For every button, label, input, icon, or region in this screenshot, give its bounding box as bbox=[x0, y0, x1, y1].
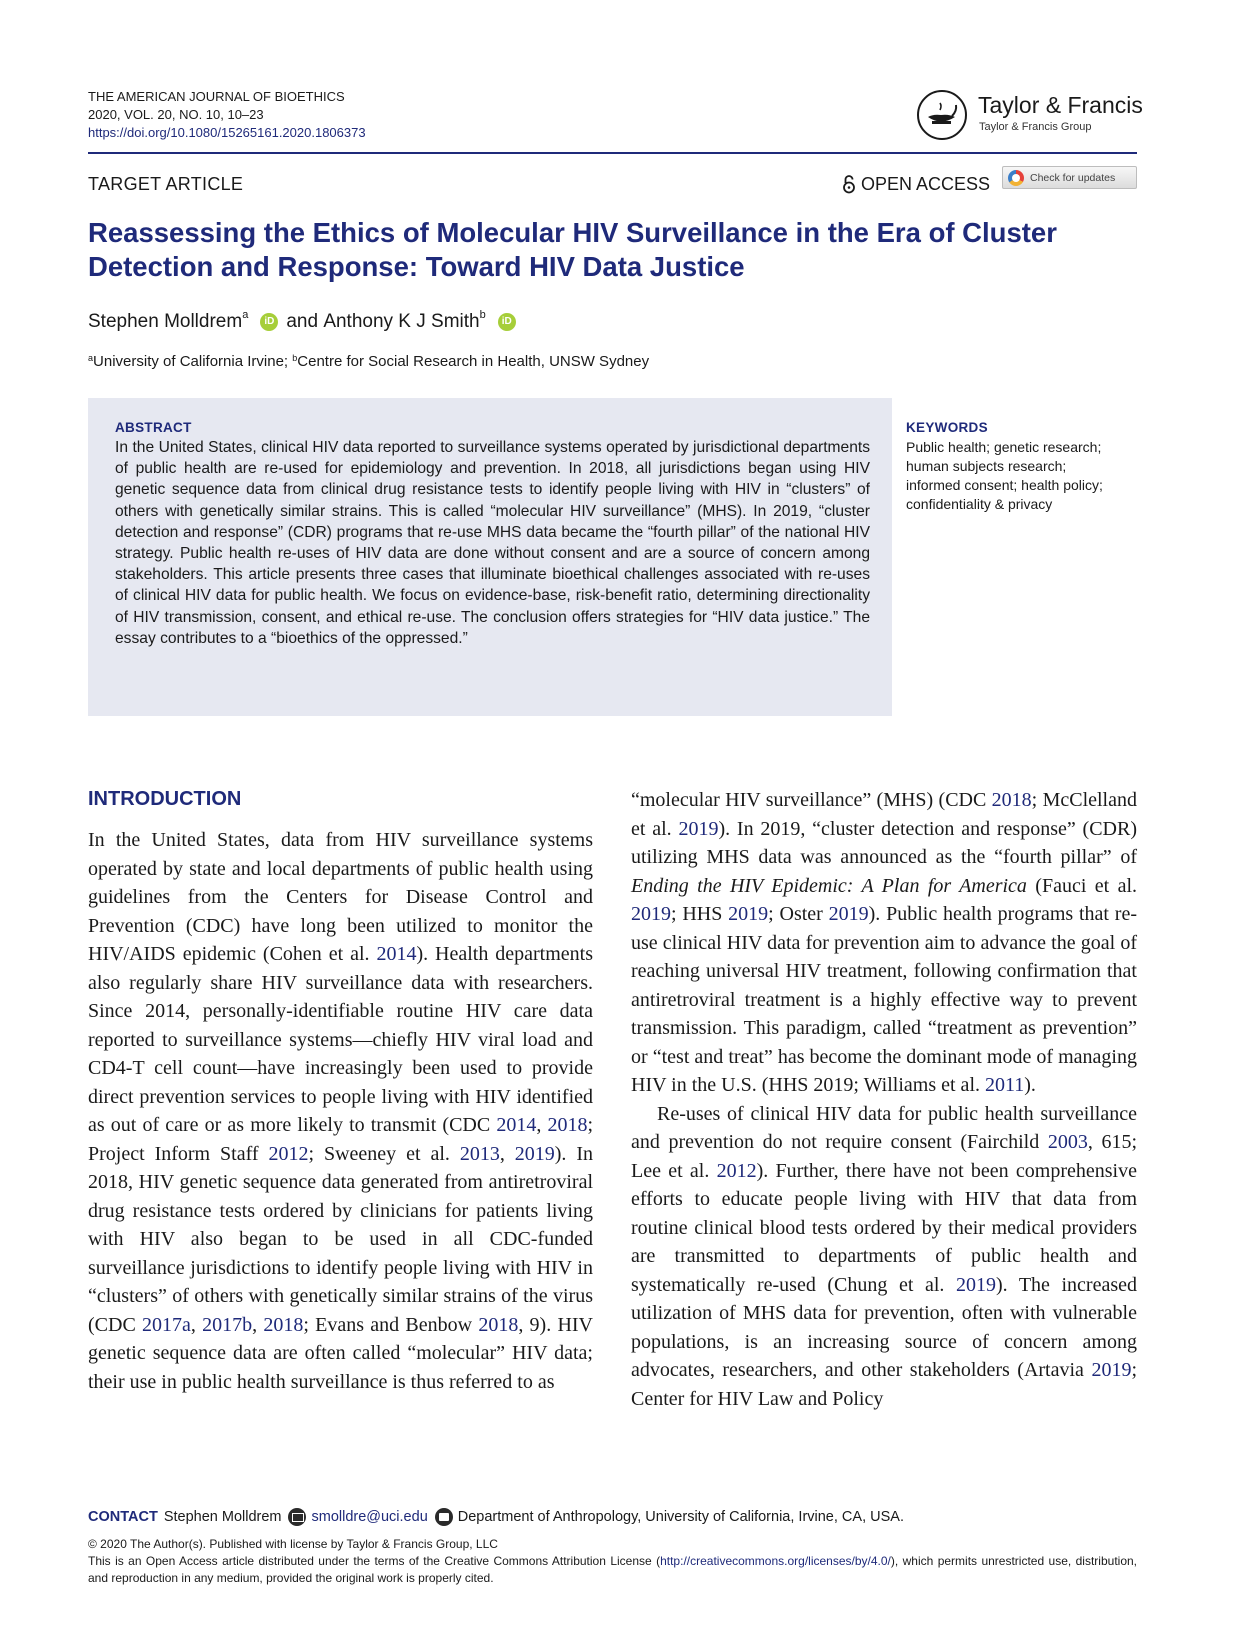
italic-title: Ending the HIV Epidemic: A Plan for America bbox=[631, 874, 1027, 897]
crossmark-icon bbox=[1008, 170, 1024, 186]
body-text: , 9). HIV genetic sequence data are often called “molecular” HIV data; their use in public health surveillance is thus referred to as bbox=[88, 1313, 593, 1393]
citation-link[interactable]: 2017a bbox=[142, 1313, 191, 1336]
abstract-text: In the United States, clinical HIV data reported to surveillance systems operated by jurisdictional departments of public health are re-used for epidemiology and prevention. In 2018, all jurisdictions began using HIV genetic sequence data from clinical drug resistance tests to identify people living with HIV in “clusters” of others with genetically similar strains. This is called “molecular HIV surveillance” (MHS). In 2019, “cluster detection and response” (CDR) programs that re-use MHS data became the “fourth pillar” of the national HIV strategy. Public health re-uses of HIV data are done without consent and are a source of concern among stakeholders. This article presents three cases that illuminate bioethical challenges associated with re-uses of clinical HIV data for public health. We focus on evidence-base, risk-benefit ratio, determining directionality of HIV transmission, consent, and ethical re-use. The conclusion offers strategies for “HIV data justice.” The essay contributes to a “bioethics of the oppressed.” bbox=[115, 439, 870, 647]
orcid-icon[interactable]: iD bbox=[498, 313, 516, 331]
address-icon bbox=[435, 1508, 453, 1526]
body-text: , 615; Lee et al. bbox=[631, 1131, 1137, 1182]
body-column-right bbox=[631, 786, 1137, 1413]
citation-link[interactable]: 2011 bbox=[985, 1074, 1025, 1096]
affiliations bbox=[88, 353, 649, 370]
body-text: In the United States, data from HIV surveillance systems operated by state and local departments of public health using guidelines from the Centers for Disease Control and Prevention (CDC) have long been utilized to monitor the HIV/AIDS epidemic (Cohen et al. bbox=[88, 829, 593, 965]
publisher-name: Taylor & Francis bbox=[978, 92, 1143, 118]
citation-link[interactable]: 2018 bbox=[478, 1313, 519, 1336]
body-text: ). bbox=[1024, 1074, 1036, 1096]
citation-link[interactable]: 2019 bbox=[1091, 1359, 1132, 1381]
authors-joiner: and bbox=[286, 311, 319, 332]
affil-sup: b bbox=[292, 353, 298, 363]
author-affil-sup: b bbox=[479, 309, 486, 321]
lamp-icon bbox=[917, 90, 967, 140]
keywords bbox=[906, 420, 1106, 514]
check-updates-label: Check for updates bbox=[1030, 171, 1116, 184]
author-affil-sup: a bbox=[242, 309, 249, 321]
body-text: Re-uses of clinical HIV data for public health surveillance and prevention do not require consent (Fairchild bbox=[631, 1102, 1137, 1153]
citation-link[interactable]: 2019 bbox=[828, 903, 869, 925]
license-after: ), which permits unrestricted use, distribution, and reproduction in any medium, provided the original work is properly cited. bbox=[88, 1554, 1137, 1585]
body-text: , bbox=[190, 1313, 203, 1336]
copyright-line: © 2020 The Author(s). Published with license by Taylor & Francis Group, LLC bbox=[88, 1537, 498, 1551]
publisher-group: Taylor & Francis Group bbox=[979, 121, 1092, 133]
article-type: TARGET ARTICLE bbox=[88, 174, 244, 194]
author-name: Stephen Molldrem bbox=[88, 311, 243, 332]
license-link[interactable]: http://creativecommons.org/licenses/by/4.0/ bbox=[660, 1554, 891, 1568]
contact-line bbox=[88, 1508, 904, 1526]
email-icon bbox=[288, 1508, 306, 1526]
citation-link[interactable]: 2019 bbox=[631, 903, 671, 925]
journal-name: THE AMERICAN JOURNAL OF BIOETHICS bbox=[88, 89, 345, 104]
body-text: , bbox=[536, 1114, 548, 1136]
header-rule bbox=[88, 152, 1137, 154]
citation-link[interactable]: 2003 bbox=[1047, 1131, 1088, 1153]
citation-link[interactable]: 2017b bbox=[202, 1313, 253, 1336]
author-list bbox=[88, 311, 524, 333]
body-text: ; Evans and Benbow bbox=[303, 1313, 479, 1336]
journal-issue: 2020, VOL. 20, NO. 10, 10–23 bbox=[88, 107, 264, 122]
doi-link[interactable]: https://doi.org/10.1080/15265161.2020.1806373 bbox=[88, 125, 366, 140]
citation-link[interactable]: 2018 bbox=[263, 1313, 304, 1336]
check-for-updates-button[interactable] bbox=[1002, 166, 1137, 189]
body-text: (Fauci et al. bbox=[1026, 874, 1137, 897]
body-text: ; McClelland et al. bbox=[631, 789, 1137, 840]
body-text: “molecular HIV surveillance” (MHS) (CDC bbox=[631, 789, 992, 811]
keywords-heading: KEYWORDS bbox=[906, 420, 988, 435]
abstract-heading: ABSTRACT bbox=[115, 420, 192, 435]
body-text: ). In 2018, HIV genetic sequence data generated from antiretroviral drug resistance tests ordered by clinicians for patients living with HIV also began to be used in all CDC-funded surveillance jurisdictions to identify people living with HIV in “clusters” of others with genetically similar strains of the virus (CDC bbox=[88, 1142, 594, 1336]
introduction-heading: INTRODUCTION bbox=[88, 788, 242, 810]
body-text: , bbox=[252, 1313, 264, 1336]
body-text: ). In 2019, “cluster detection and response” (CDR) utilizing MHS data was announced as the “fourth pillar” of bbox=[631, 817, 1137, 868]
affil-text: University of California Irvine; bbox=[93, 353, 289, 370]
license-before: This is an Open Access article distributed under the terms of the Creative Commons Attribution License ( bbox=[88, 1554, 661, 1568]
journal-info bbox=[88, 88, 366, 142]
affil-sup: a bbox=[88, 353, 94, 363]
contact-label: CONTACT bbox=[88, 1509, 158, 1525]
author-name: Anthony K J Smith bbox=[323, 311, 480, 332]
body-text: ; Sweeney et al. bbox=[308, 1142, 460, 1165]
citation-link[interactable]: 2018 bbox=[991, 789, 1032, 811]
body-text: , bbox=[499, 1142, 515, 1165]
body-text: ). Health departments also regularly share HIV surveillance data with researchers. Since 2014, personally-identifiable routine HIV care data reported to surveillance systems—chiefly HIV viral load and CD4-T cell count—have increasingly been used to provide direct prevention services to people living with HIV identified as out of care or as more likely to transmit (CDC bbox=[88, 943, 593, 1136]
affil-text: Centre for Social Research in Health, UNSW Sydney bbox=[297, 353, 650, 370]
orcid-icon[interactable]: iD bbox=[260, 313, 278, 331]
citation-link[interactable]: 2014 bbox=[496, 1114, 537, 1136]
contact-email[interactable]: smolldre@uci.edu bbox=[311, 1509, 428, 1525]
body-text: ; Center for HIV Law and Policy bbox=[631, 1359, 1137, 1410]
article-title: Reassessing the Ethics of Molecular HIV Surveillance in the Era of Cluster Detection and Response: Toward HIV Data Justice bbox=[88, 217, 1057, 282]
keywords-text: Public health; genetic research; human subjects research; informed consent; health policy; confidentiality & privacy bbox=[906, 439, 1103, 512]
citation-link[interactable]: 2019 bbox=[678, 817, 719, 840]
body-text: ). The increased utilization of MHS data for prevention, often with vulnerable populations, is an increasing source of concern among advocates, researchers, and other stakeholders (Artavia bbox=[631, 1273, 1137, 1381]
body-text: ; HHS bbox=[671, 903, 729, 925]
copyright-block bbox=[88, 1536, 1137, 1587]
citation-link[interactable]: 2018 bbox=[547, 1114, 588, 1136]
citation-link[interactable]: 2012 bbox=[716, 1159, 757, 1182]
open-access-badge bbox=[842, 172, 990, 196]
citation-link[interactable]: 2019 bbox=[955, 1273, 996, 1296]
open-lock-icon bbox=[842, 174, 856, 194]
intro-paragraph bbox=[631, 786, 1137, 1100]
open-access-label: OPEN ACCESS bbox=[861, 173, 991, 194]
body-text: ). Further, there have not been comprehensive efforts to educate people living with HIV that data from routine clinical blood tests ordered by their medical providers are transmitted to departments of public health and systematically re-used (Chung et al. bbox=[631, 1159, 1137, 1296]
body-column-left bbox=[88, 826, 593, 1396]
intro-paragraph bbox=[88, 826, 593, 1396]
citation-link[interactable]: 2019 bbox=[514, 1142, 555, 1165]
citation-link[interactable]: 2014 bbox=[376, 943, 417, 965]
citation-link[interactable]: 2012 bbox=[268, 1142, 309, 1165]
body-text: ). Public health programs that re-use clinical HIV data for prevention aim to advance the goal of reaching universal HIV treatment, following confirmation that antiretroviral treatment is a highly effective way to prevent transmission. This paradigm, called “treatment as prevention” or “test and treat” has become the dominant mode of managing HIV in the U.S. (HHS 2019; Williams et al. bbox=[631, 903, 1137, 1096]
body-text: ; Oster bbox=[768, 903, 829, 925]
citation-link[interactable]: 2013 bbox=[459, 1142, 500, 1165]
abstract-box bbox=[88, 398, 892, 716]
intro-paragraph bbox=[631, 1100, 1137, 1414]
license-text bbox=[88, 1553, 1137, 1587]
publisher-logo[interactable] bbox=[917, 88, 1143, 144]
contact-name: Stephen Molldrem bbox=[163, 1509, 282, 1525]
body-text: ; Project Inform Staff bbox=[88, 1114, 594, 1165]
contact-address: Department of Anthropology, University of California, Irvine, CA, USA. bbox=[457, 1509, 904, 1525]
citation-link[interactable]: 2019 bbox=[728, 903, 769, 925]
